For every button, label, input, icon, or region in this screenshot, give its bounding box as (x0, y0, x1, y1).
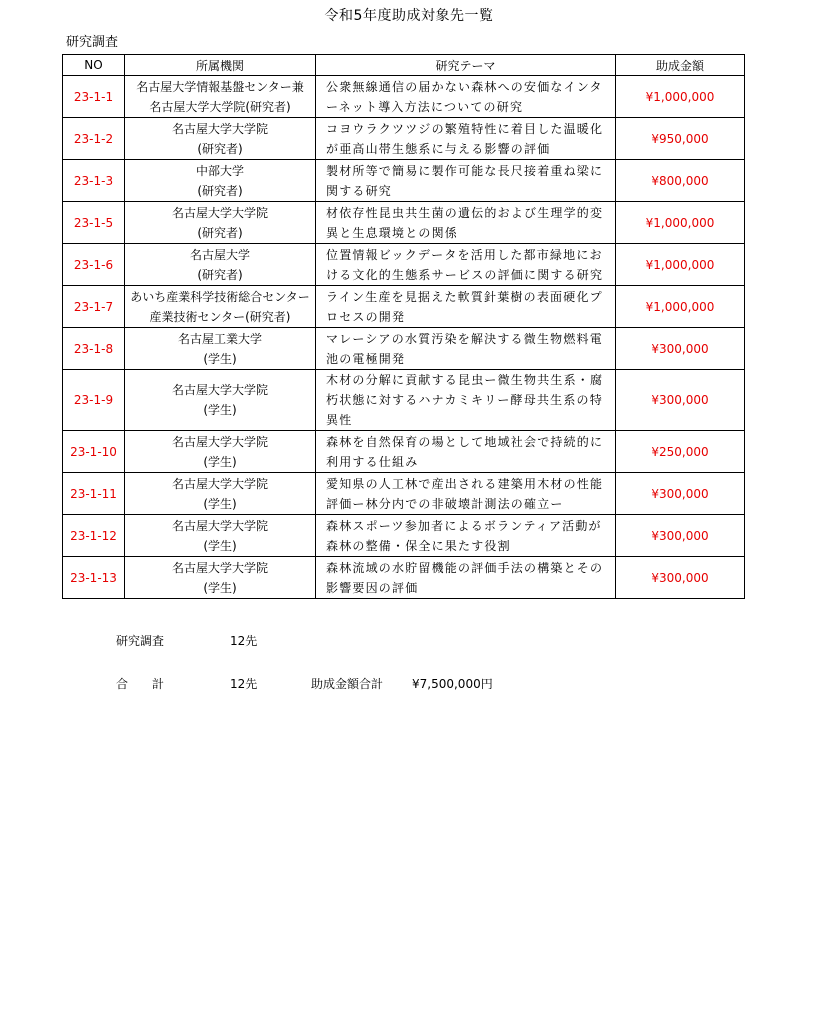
header-no: NO (63, 55, 125, 76)
table-header-row (63, 55, 745, 76)
page-title: 令和5年度助成対象先一覧 (324, 8, 494, 24)
row-organization (125, 328, 316, 370)
row-organization (125, 515, 316, 557)
row-amount: ¥250,000 (616, 431, 745, 473)
organization-line: 名古屋大学大学院 (171, 205, 268, 220)
table-row (63, 160, 745, 202)
row-organization (125, 76, 316, 118)
organization-line: (学生) (203, 580, 237, 595)
row-theme: ライン生産を見据えた軟質針葉樹の表面硬化プロセスの開発 (316, 286, 616, 328)
row-amount: ¥950,000 (616, 118, 745, 160)
organization-line: 名古屋大学大学院(研究者) (149, 99, 291, 114)
row-organization (125, 286, 316, 328)
summary-grant-total-value: ¥7,500,000円 (412, 677, 493, 691)
table-row (63, 515, 745, 557)
organization-line: (研究者) (197, 225, 243, 240)
organization-line: 名古屋大学大学院 (171, 476, 268, 491)
row-organization (125, 118, 316, 160)
table-row (63, 202, 745, 244)
grants-table (62, 54, 745, 599)
section-label: 研究調査 (66, 35, 119, 50)
row-theme: 森林スポーツ参加者によるボランティア活動が森林の整備・保全に果たす役割 (316, 515, 616, 557)
row-theme: 位置情報ビックデータを活用した都市緑地における文化的生態系サービスの評価に関する研究 (316, 244, 616, 286)
row-organization (125, 431, 316, 473)
organization-line: (学生) (203, 351, 237, 366)
row-number: 23-1-5 (63, 202, 125, 244)
organization-line: 中部大学 (195, 163, 244, 178)
row-amount: ¥300,000 (616, 328, 745, 370)
table-row (63, 286, 745, 328)
table-row (63, 473, 745, 515)
organization-line: (学生) (203, 538, 237, 553)
organization-line: 産業技術センター(研究者) (149, 309, 291, 324)
table-row (63, 244, 745, 286)
organization-line: 名古屋工業大学 (177, 331, 262, 346)
row-amount: ¥1,000,000 (616, 286, 745, 328)
row-organization (125, 202, 316, 244)
organization-line: (研究者) (197, 141, 243, 156)
summary-research-count: 12先 (230, 634, 258, 648)
summary-total-label: 合 計 (116, 677, 165, 691)
row-theme: 森林流域の水貯留機能の評価手法の構築とその影響要因の評価 (316, 557, 616, 599)
row-amount: ¥300,000 (616, 370, 745, 431)
row-number: 23-1-2 (63, 118, 125, 160)
organization-line: (研究者) (197, 267, 243, 282)
row-number: 23-1-3 (63, 160, 125, 202)
summary-total-count: 12先 (230, 677, 258, 691)
row-number: 23-1-13 (63, 557, 125, 599)
organization-line: 名古屋大学情報基盤センター兼 (136, 79, 304, 94)
table-body (63, 76, 745, 599)
row-theme: 公衆無線通信の届かない森林への安価なインターネット導入方法についての研究 (316, 76, 616, 118)
table-row (63, 557, 745, 599)
row-number: 23-1-11 (63, 473, 125, 515)
row-number: 23-1-9 (63, 370, 125, 431)
row-amount: ¥300,000 (616, 473, 745, 515)
table-row (63, 328, 745, 370)
row-amount: ¥1,000,000 (616, 244, 745, 286)
header-org: 所属機関 (125, 55, 316, 76)
table-row (63, 76, 745, 118)
row-number: 23-1-8 (63, 328, 125, 370)
row-organization (125, 557, 316, 599)
row-organization (125, 370, 316, 431)
row-theme: マレーシアの水質汚染を解決する微生物燃料電池の電極開発 (316, 328, 616, 370)
row-organization (125, 244, 316, 286)
organization-line: (学生) (203, 496, 237, 511)
row-theme: 愛知県の人工林で産出される建築用木材の性能評価ー林分内での非破壊計測法の確立ー (316, 473, 616, 515)
table-row (63, 431, 745, 473)
organization-line: (研究者) (197, 183, 243, 198)
row-organization (125, 160, 316, 202)
row-number: 23-1-1 (63, 76, 125, 118)
row-organization (125, 473, 316, 515)
row-number: 23-1-10 (63, 431, 125, 473)
summary-grant-total-label: 助成金額合計 (311, 677, 384, 691)
organization-line: 名古屋大学大学院 (171, 560, 268, 575)
row-amount: ¥800,000 (616, 160, 745, 202)
organization-line: あいち産業科学技術総合センター (130, 289, 310, 304)
row-theme: 製材所等で簡易に製作可能な長尺接着重ね梁に関する研究 (316, 160, 616, 202)
table-row (63, 370, 745, 431)
row-amount: ¥1,000,000 (616, 202, 745, 244)
row-theme: コヨウラクツツジの繁殖特性に着目した温暖化が亜高山帯生態系に与える影響の評価 (316, 118, 616, 160)
summary-research-label: 研究調査 (116, 634, 165, 648)
organization-line: 名古屋大学大学院 (171, 518, 268, 533)
row-theme: 材依存性昆虫共生菌の遺伝的および生理学的変異と生息環境との関係 (316, 202, 616, 244)
organization-line: 名古屋大学 (189, 247, 250, 262)
organization-line: (学生) (203, 454, 237, 469)
organization-line: 名古屋大学大学院 (171, 434, 268, 449)
row-number: 23-1-6 (63, 244, 125, 286)
organization-line: 名古屋大学大学院 (171, 121, 268, 136)
row-amount: ¥300,000 (616, 515, 745, 557)
row-number: 23-1-7 (63, 286, 125, 328)
organization-line: 名古屋大学大学院 (171, 383, 268, 397)
row-theme: 木材の分解に貢献する昆虫ー微生物共生系・腐朽状態に対するハナカミキリー酵母共生系の特異性 (316, 370, 616, 431)
header-amount: 助成金額 (616, 55, 745, 76)
organization-line: (学生) (203, 403, 237, 417)
row-amount: ¥300,000 (616, 557, 745, 599)
table-row (63, 118, 745, 160)
row-number: 23-1-12 (63, 515, 125, 557)
row-theme: 森林を自然保育の場として地域社会で持続的に利用する仕組み (316, 431, 616, 473)
header-theme: 研究テーマ (316, 55, 616, 76)
row-amount: ¥1,000,000 (616, 76, 745, 118)
